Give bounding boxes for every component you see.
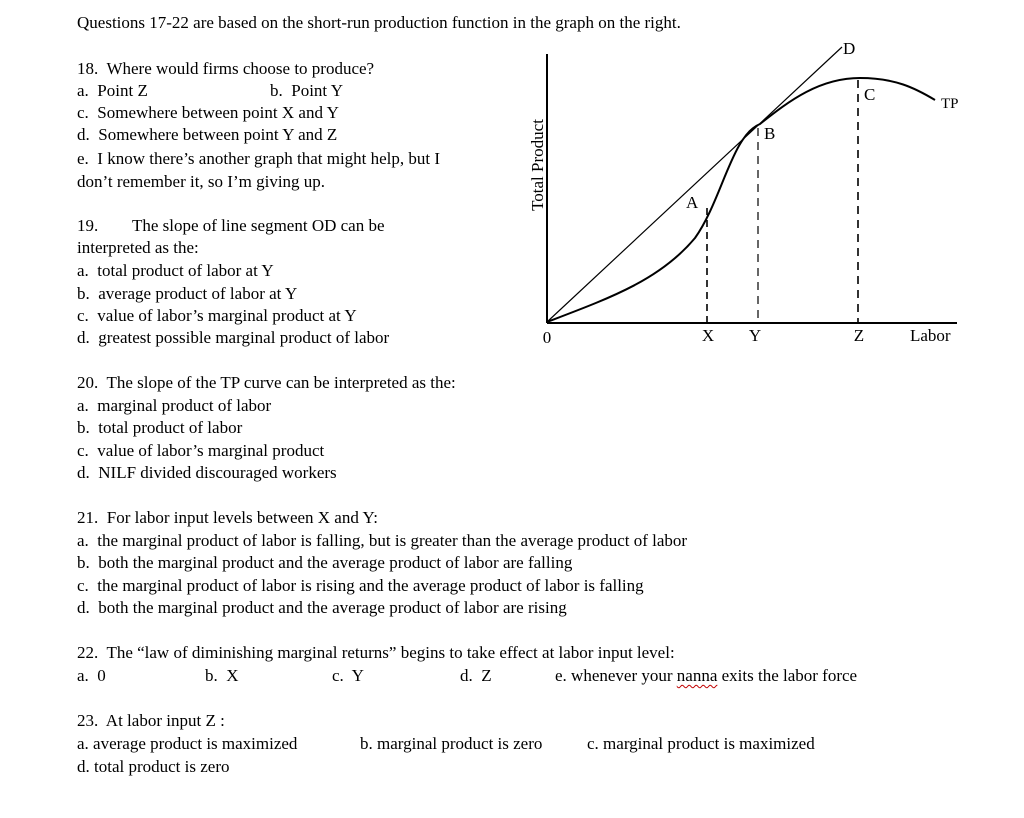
- q18-option-a: a. Point Z: [77, 81, 148, 100]
- q23-option-a: a. average product is maximized: [77, 734, 298, 753]
- ray-od-line: [547, 47, 842, 322]
- y-axis-label: Total Product: [528, 119, 547, 211]
- q22-option-e-pre: e. whenever your: [555, 666, 677, 685]
- q22-stem: 22. The “law of diminishing marginal returns” begins to take effect at labor input level:: [77, 643, 675, 662]
- q22-option-e: [555, 666, 857, 686]
- point-label-b: B: [764, 124, 776, 143]
- q22-option-d: d. Z: [460, 666, 492, 685]
- q21-option-a: a. the marginal product of labor is falling, but is greater than the average product of labor: [77, 531, 688, 550]
- q18-option-d: d. Somewhere between point Y and Z: [77, 125, 338, 144]
- q19-option-c: c. value of labor’s marginal product at Y: [77, 306, 357, 325]
- q19-stem-line2: interpreted as the:: [77, 238, 199, 257]
- q23-stem: 23. At labor input Z :: [77, 711, 225, 730]
- point-label-a: A: [686, 193, 699, 212]
- q21-option-c: c. the marginal product of labor is rising and the average product of labor is falling: [77, 576, 644, 595]
- q18-option-c: c. Somewhere between point X and Y: [77, 103, 339, 122]
- q18-option-b: b. Point Y: [270, 81, 344, 100]
- x-tick-label-z: Z: [853, 326, 865, 345]
- q21-stem: 21. For labor input levels between X and Y:: [77, 508, 378, 527]
- q21-option-d: d. both the marginal product and the average product of labor are rising: [77, 598, 567, 617]
- q22-option-c: c. Y: [332, 666, 364, 685]
- q23-option-d: d. total product is zero: [77, 757, 230, 776]
- q19-stem-line1: 19. The slope of line segment OD can be: [77, 216, 385, 235]
- tp-curve-label: TP: [941, 96, 959, 112]
- point-label-d: D: [843, 39, 856, 58]
- q22-option-e-misspelled-word: nanna: [676, 666, 718, 685]
- origin-label: 0: [542, 328, 552, 347]
- q23-option-b: b. marginal product is zero: [360, 734, 543, 753]
- q20-stem: 20. The slope of the TP curve can be interpreted as the:: [77, 373, 456, 392]
- q19-option-d: d. greatest possible marginal product of labor: [77, 328, 390, 347]
- production-function-graph: [490, 30, 990, 360]
- tp-curve: [547, 78, 935, 322]
- q20-option-b: b. total product of labor: [77, 418, 243, 437]
- point-label-c: C: [864, 85, 876, 104]
- q22-option-a: a. 0: [77, 666, 106, 685]
- q19-option-b: b. average product of labor at Y: [77, 284, 298, 303]
- header-text: Questions 17-22 are based on the short-run production function in the graph on the right.: [77, 13, 681, 32]
- q21-option-b: b. both the marginal product and the average product of labor are falling: [77, 553, 573, 572]
- x-tick-label-x: X: [701, 326, 715, 345]
- q22-option-e-post: exits the labor force: [717, 666, 858, 685]
- q20-option-a: a. marginal product of labor: [77, 396, 272, 415]
- q19-option-a: a. total product of labor at Y: [77, 261, 274, 280]
- q22-option-b: b. X: [205, 666, 239, 685]
- q18-option-e-line1: e. I know there’s another graph that might help, but I: [77, 149, 441, 168]
- q20-option-d: d. NILF divided discouraged workers: [77, 463, 337, 482]
- x-tick-label-y: Y: [748, 326, 762, 345]
- q20-option-c: c. value of labor’s marginal product: [77, 441, 325, 460]
- q18-stem: 18. Where would firms choose to produce?: [77, 59, 375, 78]
- q18-option-e-line2: don’t remember it, so I’m giving up.: [77, 172, 326, 191]
- x-axis-label: Labor: [910, 326, 951, 345]
- q23-option-c: c. marginal product is maximized: [587, 734, 815, 753]
